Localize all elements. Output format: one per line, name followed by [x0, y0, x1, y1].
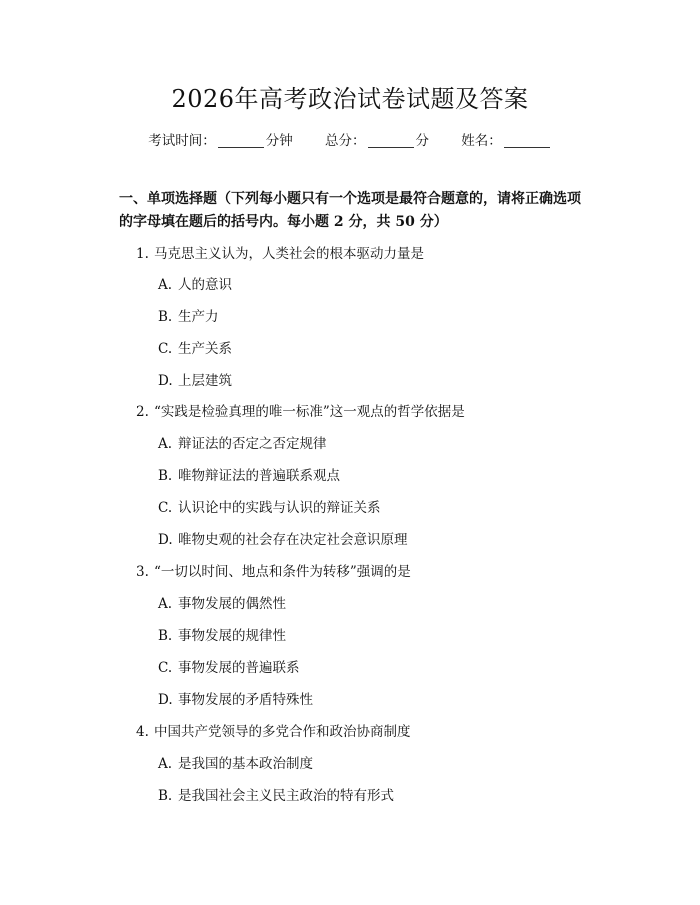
- question-number: 2.: [136, 404, 149, 420]
- student-name-field: [461, 131, 552, 151]
- option-2a: [158, 434, 327, 454]
- question-text: 马克思主义认为，人类社会的根本驱动力量是: [154, 246, 424, 262]
- option-text: 生产关系: [178, 341, 232, 357]
- option-1b: [158, 307, 219, 327]
- total-score-field: [325, 131, 429, 151]
- option-3c: [158, 658, 300, 678]
- option-letter: B.: [158, 468, 173, 484]
- option-4b: [158, 786, 394, 806]
- option-text: 事物发展的规律性: [178, 628, 286, 644]
- option-letter: D.: [158, 692, 173, 708]
- question-text: 中国共产党领导的多党合作和政治协商制度: [154, 724, 411, 740]
- total-score-unit: 分: [415, 133, 429, 149]
- option-text: 辩证法的否定之否定规律: [178, 436, 327, 452]
- option-text: 是我国的基本政治制度: [178, 756, 313, 772]
- option-4a: [158, 754, 313, 774]
- option-text: 事物发展的矛盾特殊性: [178, 692, 313, 708]
- option-1a: [158, 275, 232, 295]
- option-text: 上层建筑: [178, 373, 232, 389]
- option-letter: B.: [158, 788, 173, 804]
- exam-meta: [0, 131, 700, 151]
- section-heading: 一、单项选择题（下列每小题只有一个选项是最符合题意的，请将正确选项的字母填在题后的括号内。每小题 2 分，共 50 分）: [119, 191, 581, 230]
- option-letter: C.: [158, 660, 173, 676]
- student-name-blank: [504, 147, 550, 148]
- option-text: 事物发展的偶然性: [178, 596, 286, 612]
- total-score-blank: [368, 147, 414, 148]
- question-number: 1.: [136, 246, 149, 262]
- option-text: 生产力: [178, 309, 219, 325]
- question-3: [136, 562, 411, 582]
- option-letter: A.: [158, 436, 173, 452]
- question-text: “实践是检验真理的唯一标准”这一观点的哲学依据是: [154, 404, 465, 420]
- page-title: 2026年高考政治试卷试题及答案: [171, 85, 529, 113]
- question-2: [136, 402, 465, 422]
- option-letter: C.: [158, 341, 173, 357]
- option-1c: [158, 339, 232, 359]
- option-text: 唯物史观的社会存在决定社会意识原理: [178, 532, 408, 548]
- exam-time-field: [148, 131, 293, 151]
- option-text: 事物发展的普遍联系: [178, 660, 300, 676]
- option-text: 认识论中的实践与认识的辩证关系: [178, 500, 381, 516]
- option-letter: C.: [158, 500, 173, 516]
- option-2b: [158, 466, 340, 486]
- option-text: 是我国社会主义民主政治的特有形式: [178, 788, 394, 804]
- option-letter: A.: [158, 596, 173, 612]
- option-letter: D.: [158, 532, 173, 548]
- exam-time-unit: 分钟: [265, 133, 293, 149]
- exam-time-label: 考试时间：: [148, 133, 216, 149]
- exam-time-blank: [218, 147, 264, 148]
- question-text: “一切以时间、地点和条件为转移”强调的是: [154, 564, 411, 580]
- option-letter: B.: [158, 628, 173, 644]
- option-text: 唯物辩证法的普遍联系观点: [178, 468, 340, 484]
- option-3d: [158, 690, 313, 710]
- student-name-label: 姓名：: [461, 133, 502, 149]
- question-4: [136, 722, 411, 742]
- option-2c: [158, 498, 381, 518]
- total-score-label: 总分：: [325, 133, 366, 149]
- option-letter: D.: [158, 373, 173, 389]
- question-number: 3.: [136, 564, 149, 580]
- question-number: 4.: [136, 724, 149, 740]
- option-1d: [158, 371, 232, 391]
- option-2d: [158, 530, 408, 550]
- option-3b: [158, 626, 286, 646]
- option-letter: A.: [158, 756, 173, 772]
- option-3a: [158, 594, 286, 614]
- option-text: 人的意识: [178, 277, 232, 293]
- option-letter: B.: [158, 309, 173, 325]
- option-letter: A.: [158, 277, 173, 293]
- question-1: [136, 244, 424, 264]
